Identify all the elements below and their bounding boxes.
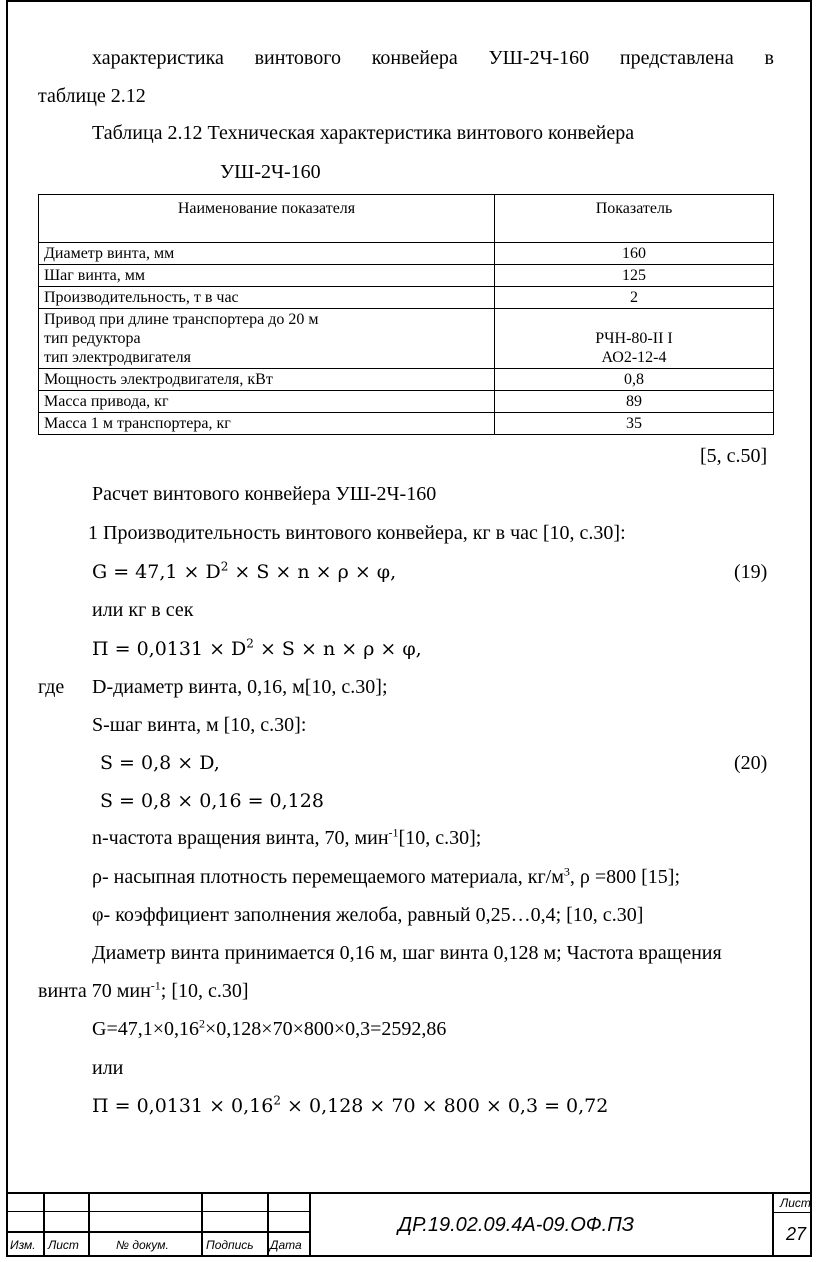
formula-s: S = 0,8 × D, <box>100 752 220 774</box>
table-header-row <box>39 195 774 243</box>
header-value: Показатель <box>495 195 774 243</box>
intro-word: в <box>764 47 774 69</box>
intro-word: представлена <box>619 47 734 69</box>
n-definition: n-частота вращения винта, 70, мин$^{-1}$[10, с.30]; <box>92 825 482 849</box>
cell-name: Масса 1 м транспортера, кг <box>39 413 495 435</box>
cell-value: 2 <box>495 287 774 309</box>
intro-line-1 <box>92 46 774 70</box>
stamp-label-signature: Подпись <box>206 1238 254 1252</box>
document-code: ДР.19.02.09.4А-09.ОФ.ПЗ <box>398 1214 634 1236</box>
table-row <box>39 243 774 265</box>
stamp-label-doc: № докум. <box>116 1238 169 1252</box>
equation-number-19: (19) <box>734 561 768 583</box>
cell-value-line: РЧН-80-II I <box>595 330 673 347</box>
cell-name-line: Привод при длине транспортера до 20 м <box>44 311 319 328</box>
intro-word: характеристика <box>92 47 224 69</box>
s-definition: S-шаг винта, м [10, с.30]: <box>92 714 307 736</box>
equation-number-20: (20) <box>734 752 768 774</box>
d-definition: D-диаметр винта, 0,16, м[10, с.30]; <box>92 676 388 698</box>
header-name: Наименование показателя <box>39 195 495 243</box>
table-caption: Таблица 2.12 Техническая характеристика винтового конвейера <box>92 122 635 144</box>
formula-g: $G = 47,1 \times D^2 \times S \times n \times \rho \times \varphi$, <box>92 559 397 583</box>
cell-value: 125 <box>495 265 774 287</box>
cell-value: 89 <box>495 391 774 413</box>
phi-definition: φ- коэффициент заполнения желоба, равный 0,25…0,4; [10, с.30] <box>92 904 644 926</box>
formula-s-calc: S = 0,8 × 0,16 = 0,128 <box>100 790 324 812</box>
sheet-number: 27 <box>786 1224 807 1244</box>
table-row <box>39 309 774 369</box>
cell-value: 0,8 <box>495 369 774 391</box>
or-kg-sec: или кг в сек <box>92 599 194 621</box>
cell-value <box>495 309 774 369</box>
cell-value: 35 <box>495 413 774 435</box>
cell-name-line: тип редуктора <box>44 330 141 347</box>
calc-item-1: 1 Производительность винтового конвейера, кг в час [10, с.30]: <box>88 522 626 544</box>
table-caption-line-2: УШ-2Ч-160 <box>220 161 321 183</box>
calc-heading: Расчет винтового конвейера УШ-2Ч-160 <box>92 483 437 505</box>
sheet-label: Лист <box>780 1196 811 1210</box>
table-row <box>39 369 774 391</box>
stamp-label-list: Лист <box>48 1238 79 1252</box>
intro-line-2: таблице 2.12 <box>38 85 146 107</box>
table-row <box>39 391 774 413</box>
cell-name: Масса привода, кг <box>39 391 495 413</box>
g-result: $G=47,1\times 0,16^2\times 0,128\times 70\times 800\times 0,3=2592,86$ <box>92 1016 447 1040</box>
cell-value: 160 <box>495 243 774 265</box>
cell-name: Производительность, т в час <box>39 287 495 309</box>
table-row <box>39 413 774 435</box>
title-block <box>8 1192 810 1255</box>
diameter-line-1: Диаметр винта принимается 0,16 м, шаг винта 0,128 м; Частота вращения <box>92 942 722 964</box>
or-label: или <box>92 1057 124 1079</box>
intro-word: конвейера <box>371 47 458 69</box>
stamp-label-izm: Изм. <box>10 1238 36 1252</box>
cell-value-line: АО2-12-4 <box>601 349 667 366</box>
rho-definition: ρ- насыпная плотность перемещаемого материала, $кг/м^3$, ρ =800 [15]; <box>92 864 681 888</box>
cell-name: Шаг винта, мм <box>39 265 495 287</box>
table-row <box>39 287 774 309</box>
page-frame <box>6 0 812 1257</box>
formula-p: $П = 0,0131 \times D^2 \times S \times n \times \rho \times \varphi$, <box>92 636 422 660</box>
p-result: $П = 0,0131 \times 0,16^2 \times 0,128 \times 70 \times 800 \times 0,3 = 0,72$ <box>92 1093 609 1117</box>
cell-name-line: тип электродвигателя <box>44 349 192 366</box>
diameter-line-2: винта 70 мин$^{-1}$; [10, с.30] <box>38 978 249 1002</box>
table-row <box>39 265 774 287</box>
cell-name: Диаметр винта, мм <box>39 243 495 265</box>
table-source: [5, с.50] <box>700 445 768 467</box>
cell-name: Мощность электродвигателя, кВт <box>39 369 495 391</box>
where-label: где <box>38 676 65 698</box>
spec-table <box>38 194 774 435</box>
stamp-label-date: Дата <box>270 1238 302 1252</box>
intro-word: винтового <box>254 47 341 69</box>
intro-word: УШ-2Ч-160 <box>488 47 590 69</box>
cell-name <box>39 309 495 369</box>
